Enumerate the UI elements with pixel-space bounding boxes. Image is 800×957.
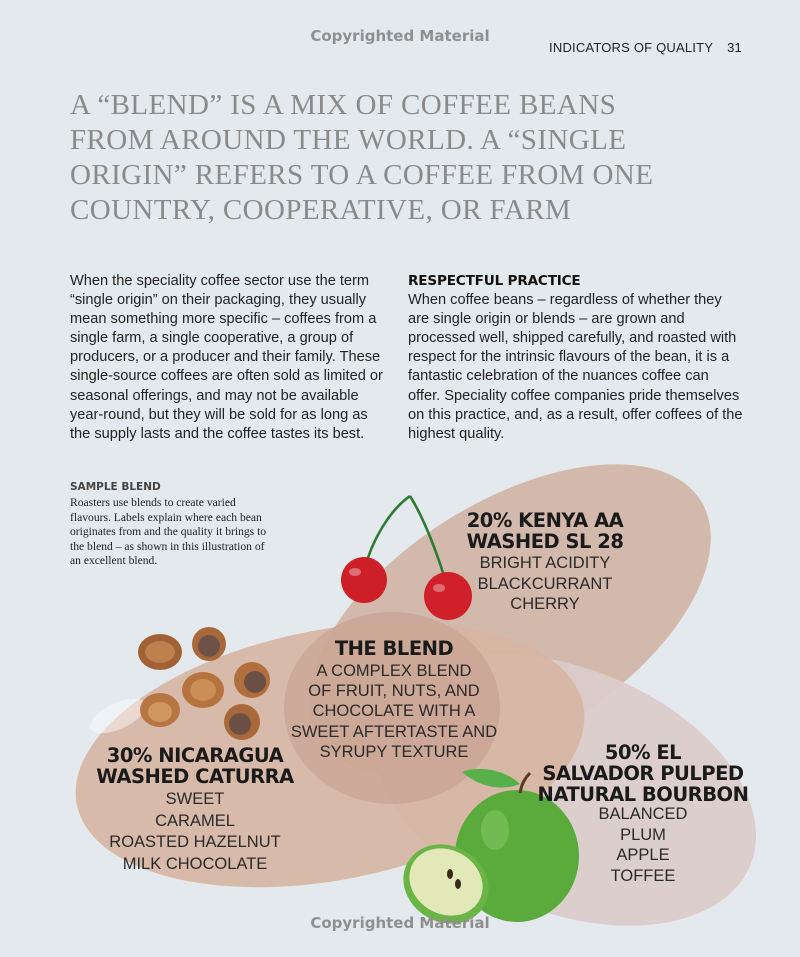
nicaragua-title-line-1: 30% NICARAGUA	[106, 744, 284, 767]
blend-center-line-3: CHOCOLATE WITH A	[312, 702, 476, 721]
salvador-title-line-2: SALVADOR PULPED	[542, 762, 744, 785]
watermark-top: Copyrighted Material	[310, 27, 490, 45]
salvador-notes	[534, 804, 752, 886]
watermark-bottom: Copyrighted Material	[310, 914, 490, 932]
nicaragua-title	[90, 745, 300, 787]
blend-center-line-4: SWEET AFTERTASTE AND	[290, 722, 498, 741]
kenya-note-2: BLACKCURRANT	[477, 574, 613, 593]
salvador-title-line-1: 50% EL	[604, 741, 682, 764]
salvador-note-1: BALANCED	[598, 805, 688, 823]
respectful-practice-subhead: RESPECTFUL PRACTICE	[408, 273, 581, 289]
blend-center-title: THE BLEND	[334, 637, 454, 660]
salvador-note-2: PLUM	[620, 825, 666, 844]
right-column-text: When coffee beans – regardless of whether they are single origin or blends – are grown and processed well, shipped carefully, and roasted with respect for the intrinsic flavours of the bean, it is a fantastic celebration of the nuances coffee can offer. Speciality coffee companies pride themselves on this practice, and, as a result, offer coffees of the highest quality.	[408, 292, 743, 442]
page-number: 31	[727, 40, 742, 55]
page-headline: A “BLEND” IS A MIX OF COFFEE BEANS FROM AROUND THE WORLD. A “SINGLE ORIGIN” REFERS TO A COFFEE FROM ONE COUNTRY, COOPERATIVE, OR FARM	[70, 89, 654, 226]
nicaragua-notes	[90, 789, 300, 875]
kenya-title	[430, 510, 660, 552]
nicaragua-title-line-2: WASHED CATURRA	[96, 765, 294, 788]
blend-center-description	[274, 661, 514, 762]
blend-center-line-5: SYRUPY TEXTURE	[319, 742, 469, 761]
kenya-title-line-2: WASHED SL 28	[466, 530, 624, 553]
nicaragua-note-4: MILK CHOCOLATE	[122, 854, 268, 873]
salvador-title-line-3: NATURAL BOURBON	[537, 783, 749, 806]
left-column-text: When the speciality coffee sector use the term “single origin” on their packaging, they usually mean something more specific – coffees from a single farm, a single cooperative, a group of producers, or a producer and their family. These single-source coffees are often sold as limited or seasonal offerings, and may not be available year-round, but they will be sold for as long as the supply lasts and the coffee tastes its best.	[70, 273, 383, 442]
kenya-note-1: BRIGHT ACIDITY	[479, 554, 611, 572]
blend-center-line-2: OF FRUIT, NUTS, AND	[308, 682, 480, 701]
kenya-notes	[430, 553, 660, 615]
nicaragua-note-1: SWEET	[165, 790, 225, 808]
section-title: INDICATORS OF QUALITY	[549, 40, 714, 55]
sample-blend-heading: SAMPLE BLEND	[70, 481, 161, 493]
kenya-note-3: CHERRY	[510, 595, 580, 613]
nicaragua-note-2: CARAMEL	[155, 811, 235, 830]
blend-center-line-1: A COMPLEX BLEND	[316, 662, 472, 680]
sample-blend-caption: Roasters use blends to create varied flavours. Labels explain where each bean originates from and the quality it brings to the blend – as shown in this illustration of an excellent blend.	[70, 496, 267, 567]
nicaragua-note-3: ROASTED HAZELNUT	[109, 833, 281, 851]
salvador-title	[534, 742, 752, 805]
salvador-note-3: APPLE	[616, 846, 670, 864]
salvador-note-4: TOFFEE	[610, 866, 676, 885]
kenya-title-line-1: 20% KENYA AA	[466, 509, 624, 532]
